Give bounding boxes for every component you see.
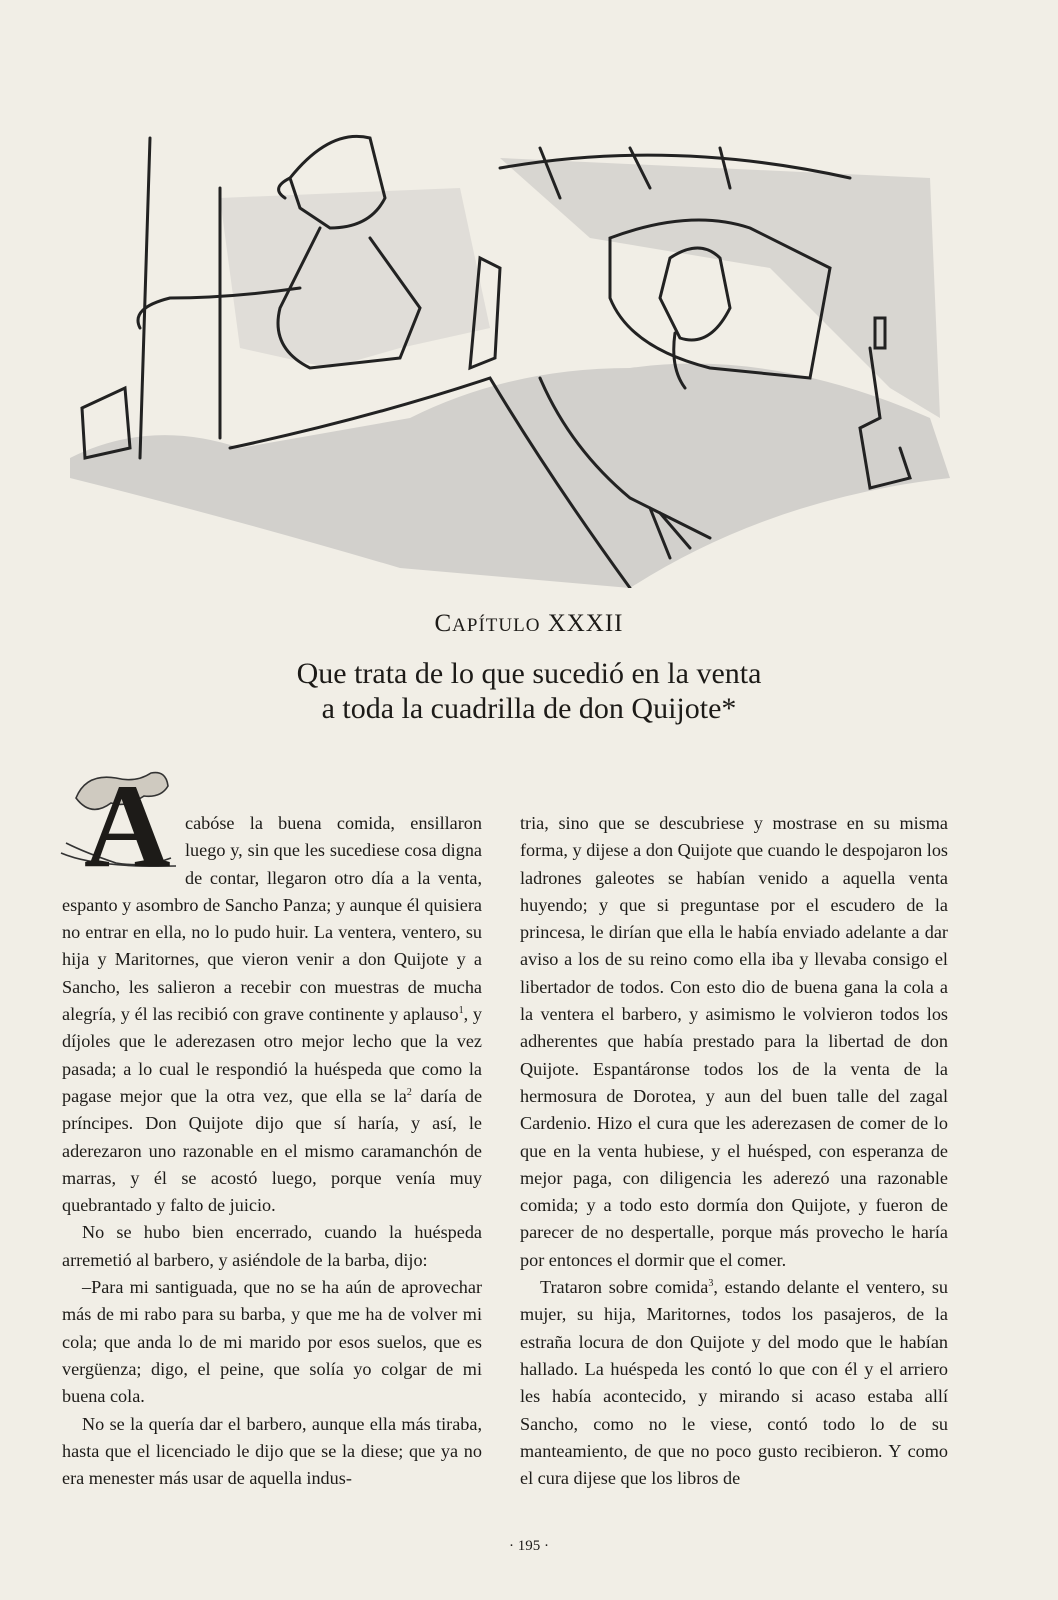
left-paragraph-2: No se hubo bien encerrado, cuando la huéspeda arremetió al barbero, y asiéndole de la barba, dijo:	[62, 1222, 482, 1270]
footnote-marker: 2	[406, 1086, 412, 1098]
chapter-title-line-1: Que trata de lo que sucedió en la venta	[296, 657, 762, 690]
illustrated-dropcap	[56, 758, 181, 873]
chapter-title	[0, 656, 1058, 726]
left-text-column	[62, 759, 483, 1492]
left-paragraph-3: –Para mi santiguada, que no se ha aún de aprovechar más de mi rabo para su barba, y que me ha de volver mi cola; que anda lo de mi marido por esos suelos, que es vergüenza; digo, el peine, que solía yo colgar de mi buena cola.	[62, 1277, 482, 1407]
right-text-column	[520, 810, 948, 1492]
dropcap-letter: A	[84, 759, 171, 873]
footnote-marker: 1	[458, 1005, 464, 1017]
chapter-label-initial: C	[434, 610, 453, 637]
chapter-label-word: APÍTULO	[452, 615, 541, 636]
footnote-marker: 3	[708, 1277, 714, 1289]
chapter-numeral: XXXII	[547, 610, 624, 637]
left-paragraph-4: No se la quería dar el barbero, aunque ella más tiraba, hasta que el licenciado le dijo que se la diese; que ya no era menester más usar de aquella indus-	[62, 1413, 482, 1489]
chapter-label	[0, 610, 1058, 638]
sancho-nose	[279, 178, 290, 198]
illustration-wash	[70, 158, 950, 588]
chapter-illustration	[70, 118, 970, 588]
left-paragraph-1: cabóse la buena comida, ensillaron luego y, sin que les sucediese cosa digna de contar, llegaron otro día a la venta, espanto y asombro de Sancho Panza; y aunque él quisiera no entrar en ella, no lo pudo huir. La ventera, ventero, su hija y Maritornes, que vieron venir a don Quijote y a Sancho, les salieron a recebir con muestras de mucha alegría, y él las recibió con grave continente y aplauso$^1$, y díjoles que le aderezasen otro mejor lecho que la vez pasada; a lo cual le respondió la huéspeda que como la pagase mejor que la otra vez, que ella se $la^2$ daría de príncipes. Don Quijote dijo que sí haría, y así, le aderezaron uno razonable en el mismo caramanchón de marras, y él se acostó luego, porque venía muy quebrantado y falto de juicio.	[62, 813, 483, 1216]
quijote-head	[660, 248, 730, 340]
right-paragraph-1: tria, sino que se descubriese y mostrase en su misma forma, y dijese a don Quijote que cuando le despojaron los ladrones galeotes se habían venido a aquella venta huyendo; y que si preguntase por el escudero de la princesa, le dirían que ella le había enviado adelante a dar aviso a los de su reino como ella iba y llevaba consigo el libertador de todos. Con esto dio de buena gana la cola a la ventera el barbero, y asimismo le volvieron todos los adherentes que había prestado para la libertad de don Quijote. Espantáronse todos los de la venta de la hermosura de Dorotea, y aun del buen talle del zagal Cardenio. Hizo el cura que les aderezasen de comer de lo que en la venta hubiese, y el huésped, con esperanza de mejor paga, con diligencia les aderezó una razonable comida; y a todo esto dormía don Quijote, y fueron de parecer de no despertalle, porque más provecho le haría por entonces el dormir que el comer.	[520, 813, 948, 1270]
right-paragraph-2: Trataron sobre comida$^3$, estando delante el ventero, su mujer, su hija, Maritornes, todos los pasajeros, de la estraña locura de don Quijote y del modo que le habían hallado. La huéspeda les contó lo que con él y el arriero les había acontecido, y mirando si acaso estaba allí Sancho, como no le viese, contó todo lo de su manteamiento, de que no poco gusto recibieron. Y como el cura dijese que los libros de	[520, 1277, 948, 1489]
doorframe-line	[140, 138, 150, 458]
chapter-title-line-2: a toda la cuadrilla de don Quijote*	[321, 692, 737, 725]
page-number: · 195 ·	[509, 1538, 549, 1554]
